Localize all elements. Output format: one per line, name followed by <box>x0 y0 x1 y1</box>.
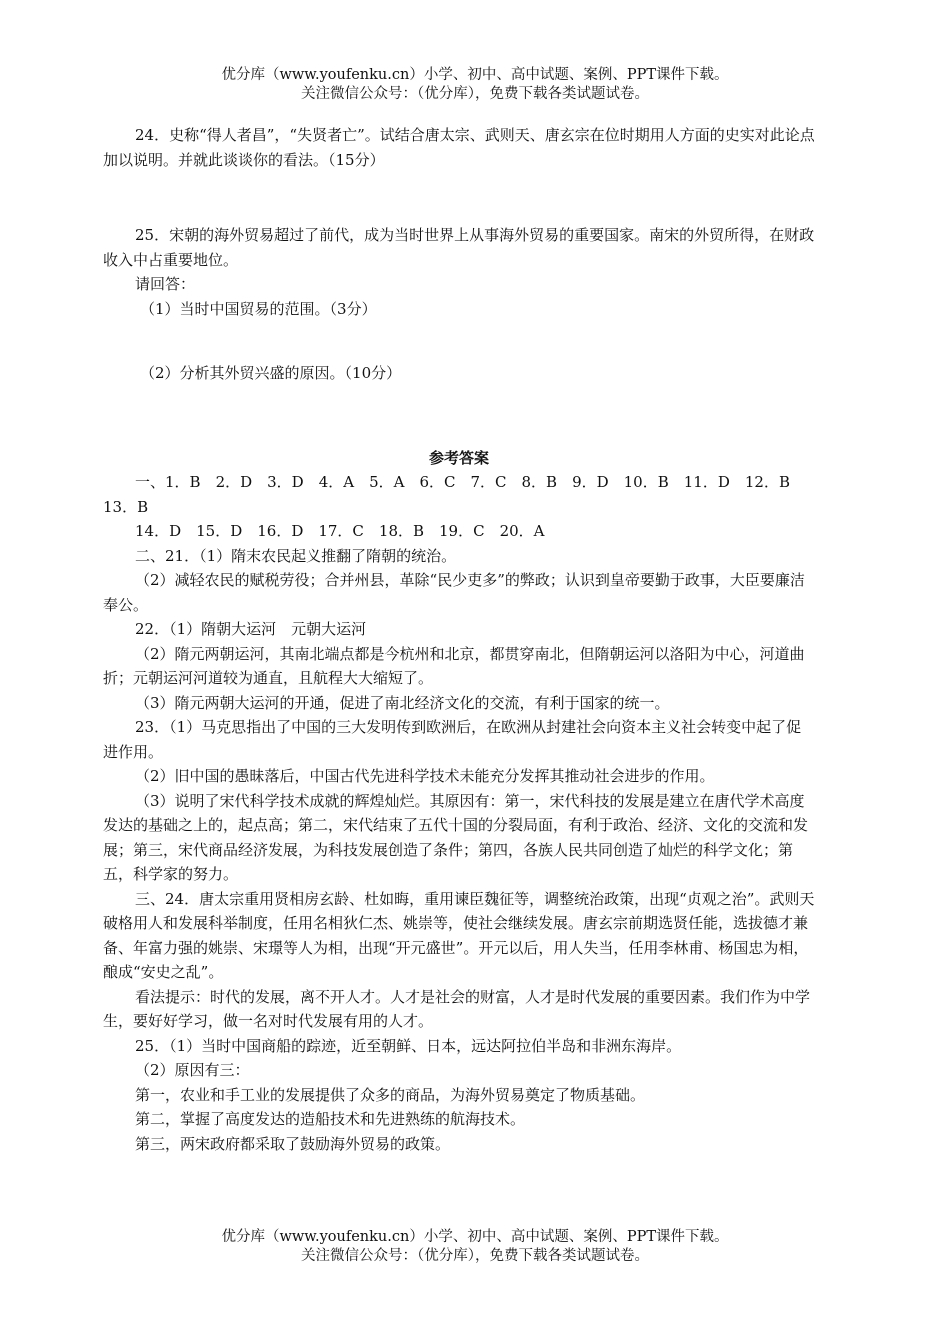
answer-22-3: （3）隋元两朝大运河的开通，促进了南北经济文化的交流，有利于国家的统一。 <box>135 693 670 712</box>
answer-25-1: 25．（1）当时中国商船的踪迹，近至朝鲜、日本，远达阿拉伯半岛和非洲东海岸。 <box>135 1036 682 1055</box>
answer-23-3: （3）说明了宋代科学技术成就的辉煌灿烂。其原因有：第一，宋代科技的发展是建立在唐代学术高度发达的基础之上的，起点高；第二，宋代结束了五代十国的分裂局面，有利于政治、经济、文化的交流和发展；第三，宋代商品经济发展，为科技发展创造了条件；第四，各族人民共同创造了灿烂的科学文化；第五，科学家的努力。 <box>103 791 809 883</box>
answer-25-3: 第一，农业和手工业的发展提供了众多的商品，为海外贸易奠定了物质基础。 <box>135 1085 646 1104</box>
question-25-intro: 25．宋朝的海外贸易超过了前代，成为当时世界上从事海外贸易的重要国家。南宋的外贸所得，在财政收入中占重要地位。 <box>103 226 815 269</box>
document-body <box>103 123 815 1156</box>
answer-22-1: 22．（1）隋朝大运河 元朝大运河 <box>135 620 367 638</box>
answers-mc-line-2: 14．D 15．D 16．D 17．C 18．B 19．C 20．A <box>135 522 545 540</box>
answers-mc-line-1: 一、1．B 2．D 3．D 4．A 5．A 6．C 7．C 8．B 9．D 10．B 11．D 12．B 13．B <box>103 473 805 516</box>
page-footer <box>0 1228 950 1266</box>
answer-25-2: （2）原因有三： <box>135 1061 250 1079</box>
answer-22-2: （2）隋元两朝运河，其南北端点都是今杭州和北京，都贯穿南北，但隋朝运河以洛阳为中心，河道曲折；元朝运河河道较为通直，且航程大大缩短了。 <box>103 644 805 687</box>
header-line-1: 优分库（www.youfenku.cn）小学、初中、高中试题、案例、PPT课件下载。 <box>221 67 729 83</box>
answer-23-1: 23．（1）马克思指出了中国的三大发明传到欧洲后，在欧洲从封建社会向资本主义社会转变中起了促进作用。 <box>103 718 802 761</box>
question-24: 24．史称“得人者昌”，“失贤者亡”。试结合唐太宗、武则天、唐玄宗在位时期用人方面的史实对此论点加以说明。并就此谈谈你的看法。（15分） <box>103 126 815 169</box>
answer-25-4: 第二，掌握了高度发达的造船技术和先进熟练的航海技术。 <box>135 1110 526 1128</box>
question-25-sub-1: （1）当时中国贸易的范围。（3分） <box>140 299 377 318</box>
header-line-2: 关注微信公众号：（优分库），免费下载各类试题试卷。 <box>301 86 649 102</box>
answer-23-2: （2）旧中国的愚昧落后，中国古代先进科学技术未能充分发挥其推动社会进步的作用。 <box>135 767 715 785</box>
answer-24-2: 看法提示：时代的发展，离不开人才。人才是社会的财富，人才是时代发展的重要因素。我们作为中学生，要好好学习，做一名对时代发展有用的人才。 <box>103 987 811 1030</box>
footer-line-2: 关注微信公众号：（优分库），免费下载各类试题试卷。 <box>301 1248 649 1264</box>
answers-heading: 参考答案 <box>428 448 489 467</box>
question-25-sub-2: （2）分析其外贸兴盛的原因。（10分） <box>140 364 402 382</box>
answer-25-5: 第三，两宋政府都采取了鼓励海外贸易的政策。 <box>135 1134 451 1153</box>
question-25-prompt: 请回答： <box>135 275 196 293</box>
footer-line-1: 优分库（www.youfenku.cn）小学、初中、高中试题、案例、PPT课件下载。 <box>221 1229 729 1245</box>
page-header <box>0 66 950 104</box>
answer-24-1: 三、24．唐太宗重用贤相房玄龄、杜如晦，重用谏臣魏征等，调整统治政策，出现“贞观之治”。武则天破格用人和发展科举制度，任用名相狄仁杰、姚崇等，使社会继续发展。唐玄宗前期选贤任能，选拔德才兼备、年富力强的姚崇、宋璟等人为相，出现“开元盛世”。开元以后，用人失当，任用李林甫、杨国忠为相，酿成“安史之乱”。 <box>103 889 815 981</box>
answer-21-1: 二、21．（1）隋末农民起义推翻了隋朝的统治。 <box>135 546 457 565</box>
answer-21-2: （2）减轻农民的赋税劳役；合并州县，革除“民少吏多”的弊政；认识到皇帝要勤于政事，大臣要廉洁奉公。 <box>103 571 805 614</box>
